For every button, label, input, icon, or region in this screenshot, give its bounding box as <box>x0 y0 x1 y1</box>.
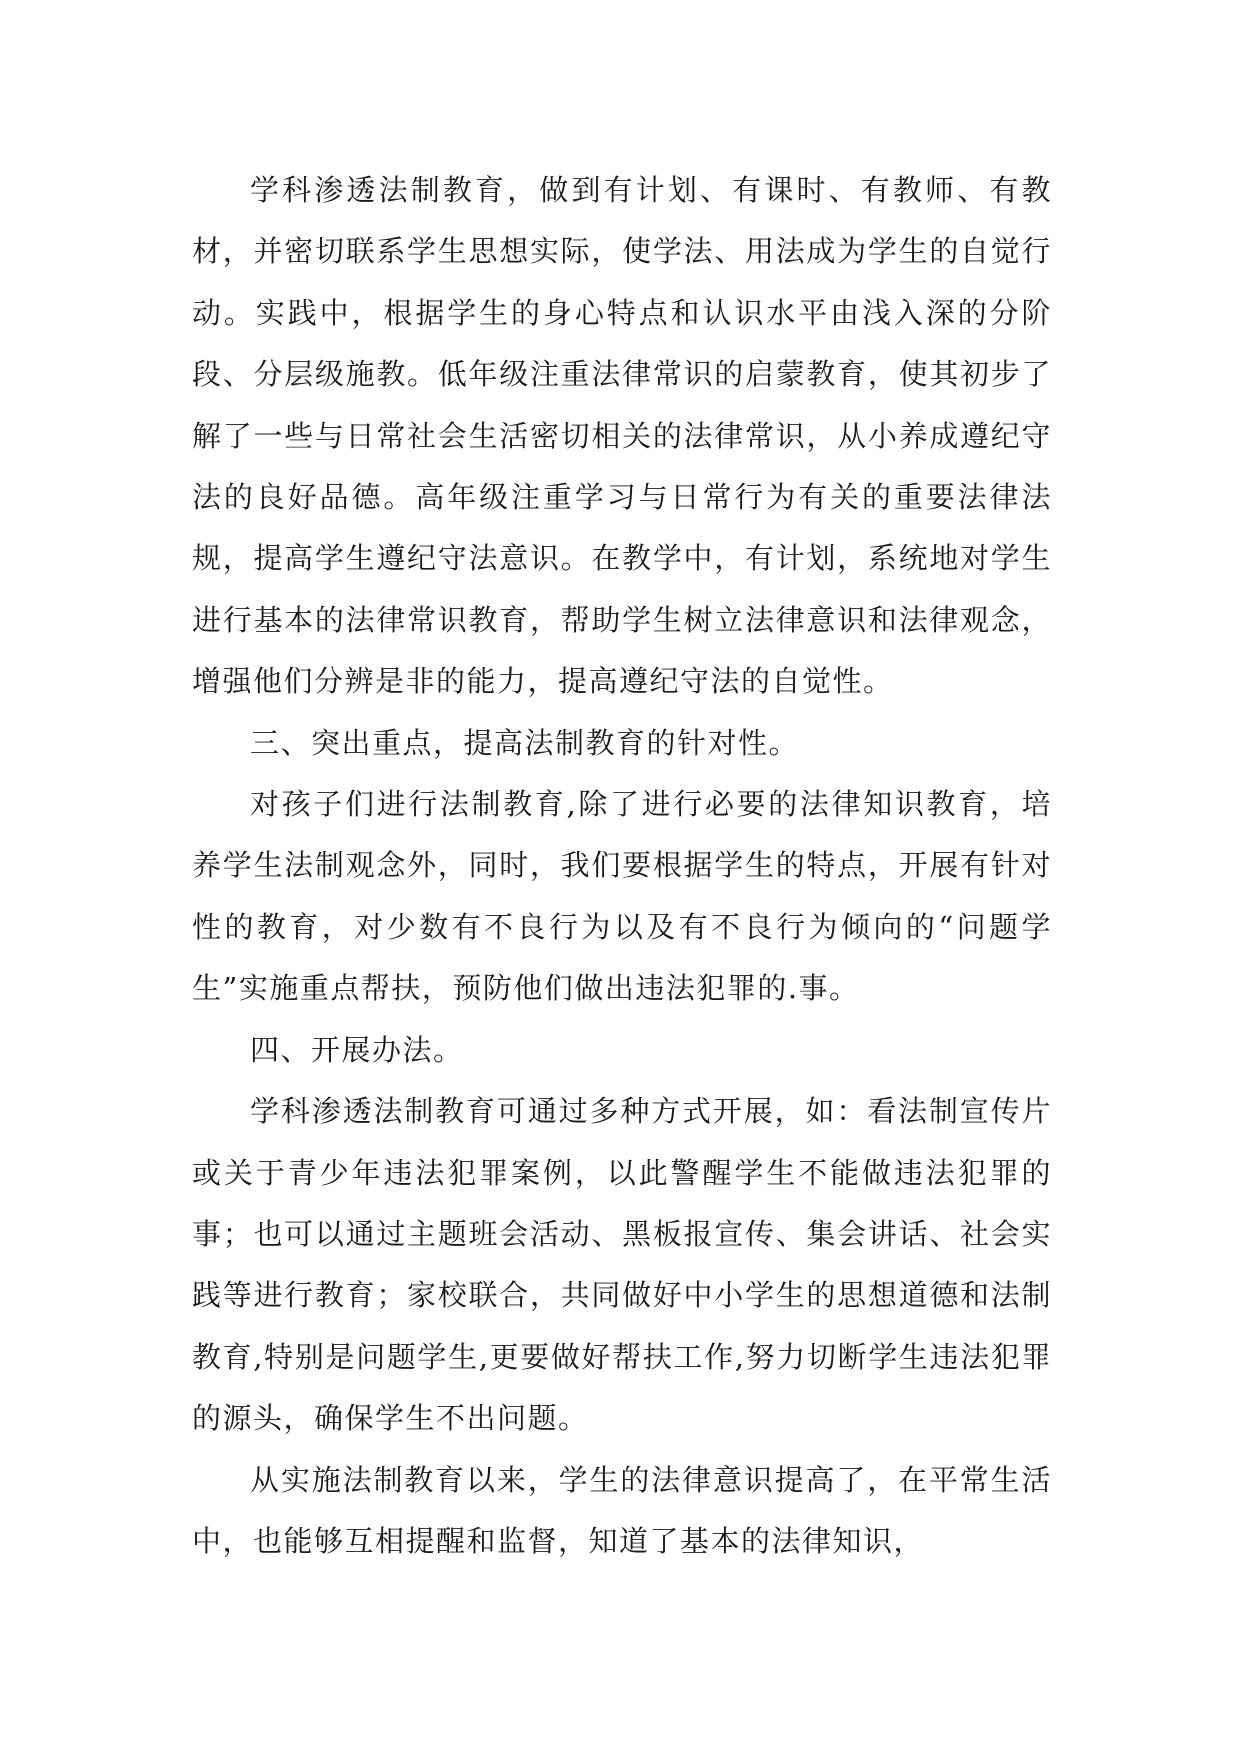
heading-section-four: 四、开展办法。 <box>250 1032 464 1067</box>
document-body <box>192 160 1052 1572</box>
paragraph-targeted-education: 对孩子们进行法制教育,除了进行必要的法律知识教育，培养学生法制观念外，同时，我们要根据学生的特点，开展有针对性的教育，对少数有不良行为以及有不良行为倾向的“问题学生”实施重点帮扶，预防他们做出违法犯罪的.事。 <box>192 787 1052 1006</box>
paragraph-methods: 学科渗透法制教育可通过多种方式开展，如：看法制宣传片或关于青少年违法犯罪案例，以此警醒学生不能做违法犯罪的事；也可以通过主题班会活动、黑板报宣传、集会讲话、社会实践等进行教育；家校联合，共同做好中小学生的思想道德和法制教育,特别是问题学生,更要做好帮扶工作,努力切断学生违法犯罪的源头，确保学生不出问题。 <box>192 1094 1052 1436</box>
heading-section-three: 三、突出重点，提高法制教育的针对性。 <box>250 725 800 760</box>
paragraph-subject-integration: 学科渗透法制教育，做到有计划、有课时、有教师、有教材，并密切联系学生思想实际，使学法、用法成为学生的自觉行动。实践中，根据学生的身心特点和认识水平由浅入深的分阶段、分层级施教。低年级注重法律常识的启蒙教育，使其初步了解了一些与日常社会生活密切相关的法律常识，从小养成遵纪守法的良好品德。高年级注重学习与日常行为有关的重要法律法规，提高学生遵纪守法意识。在教学中，有计划，系统地对学生进行基本的法律常识教育，帮助学生树立法律意识和法律观念，增强他们分辨是非的能力，提高遵纪守法的自觉性。 <box>192 173 1052 699</box>
paragraph-results: 从实施法制教育以来，学生的法律意识提高了，在平常生活中，也能够互相提醒和监督，知道了基本的法律知识， <box>192 1462 1052 1558</box>
